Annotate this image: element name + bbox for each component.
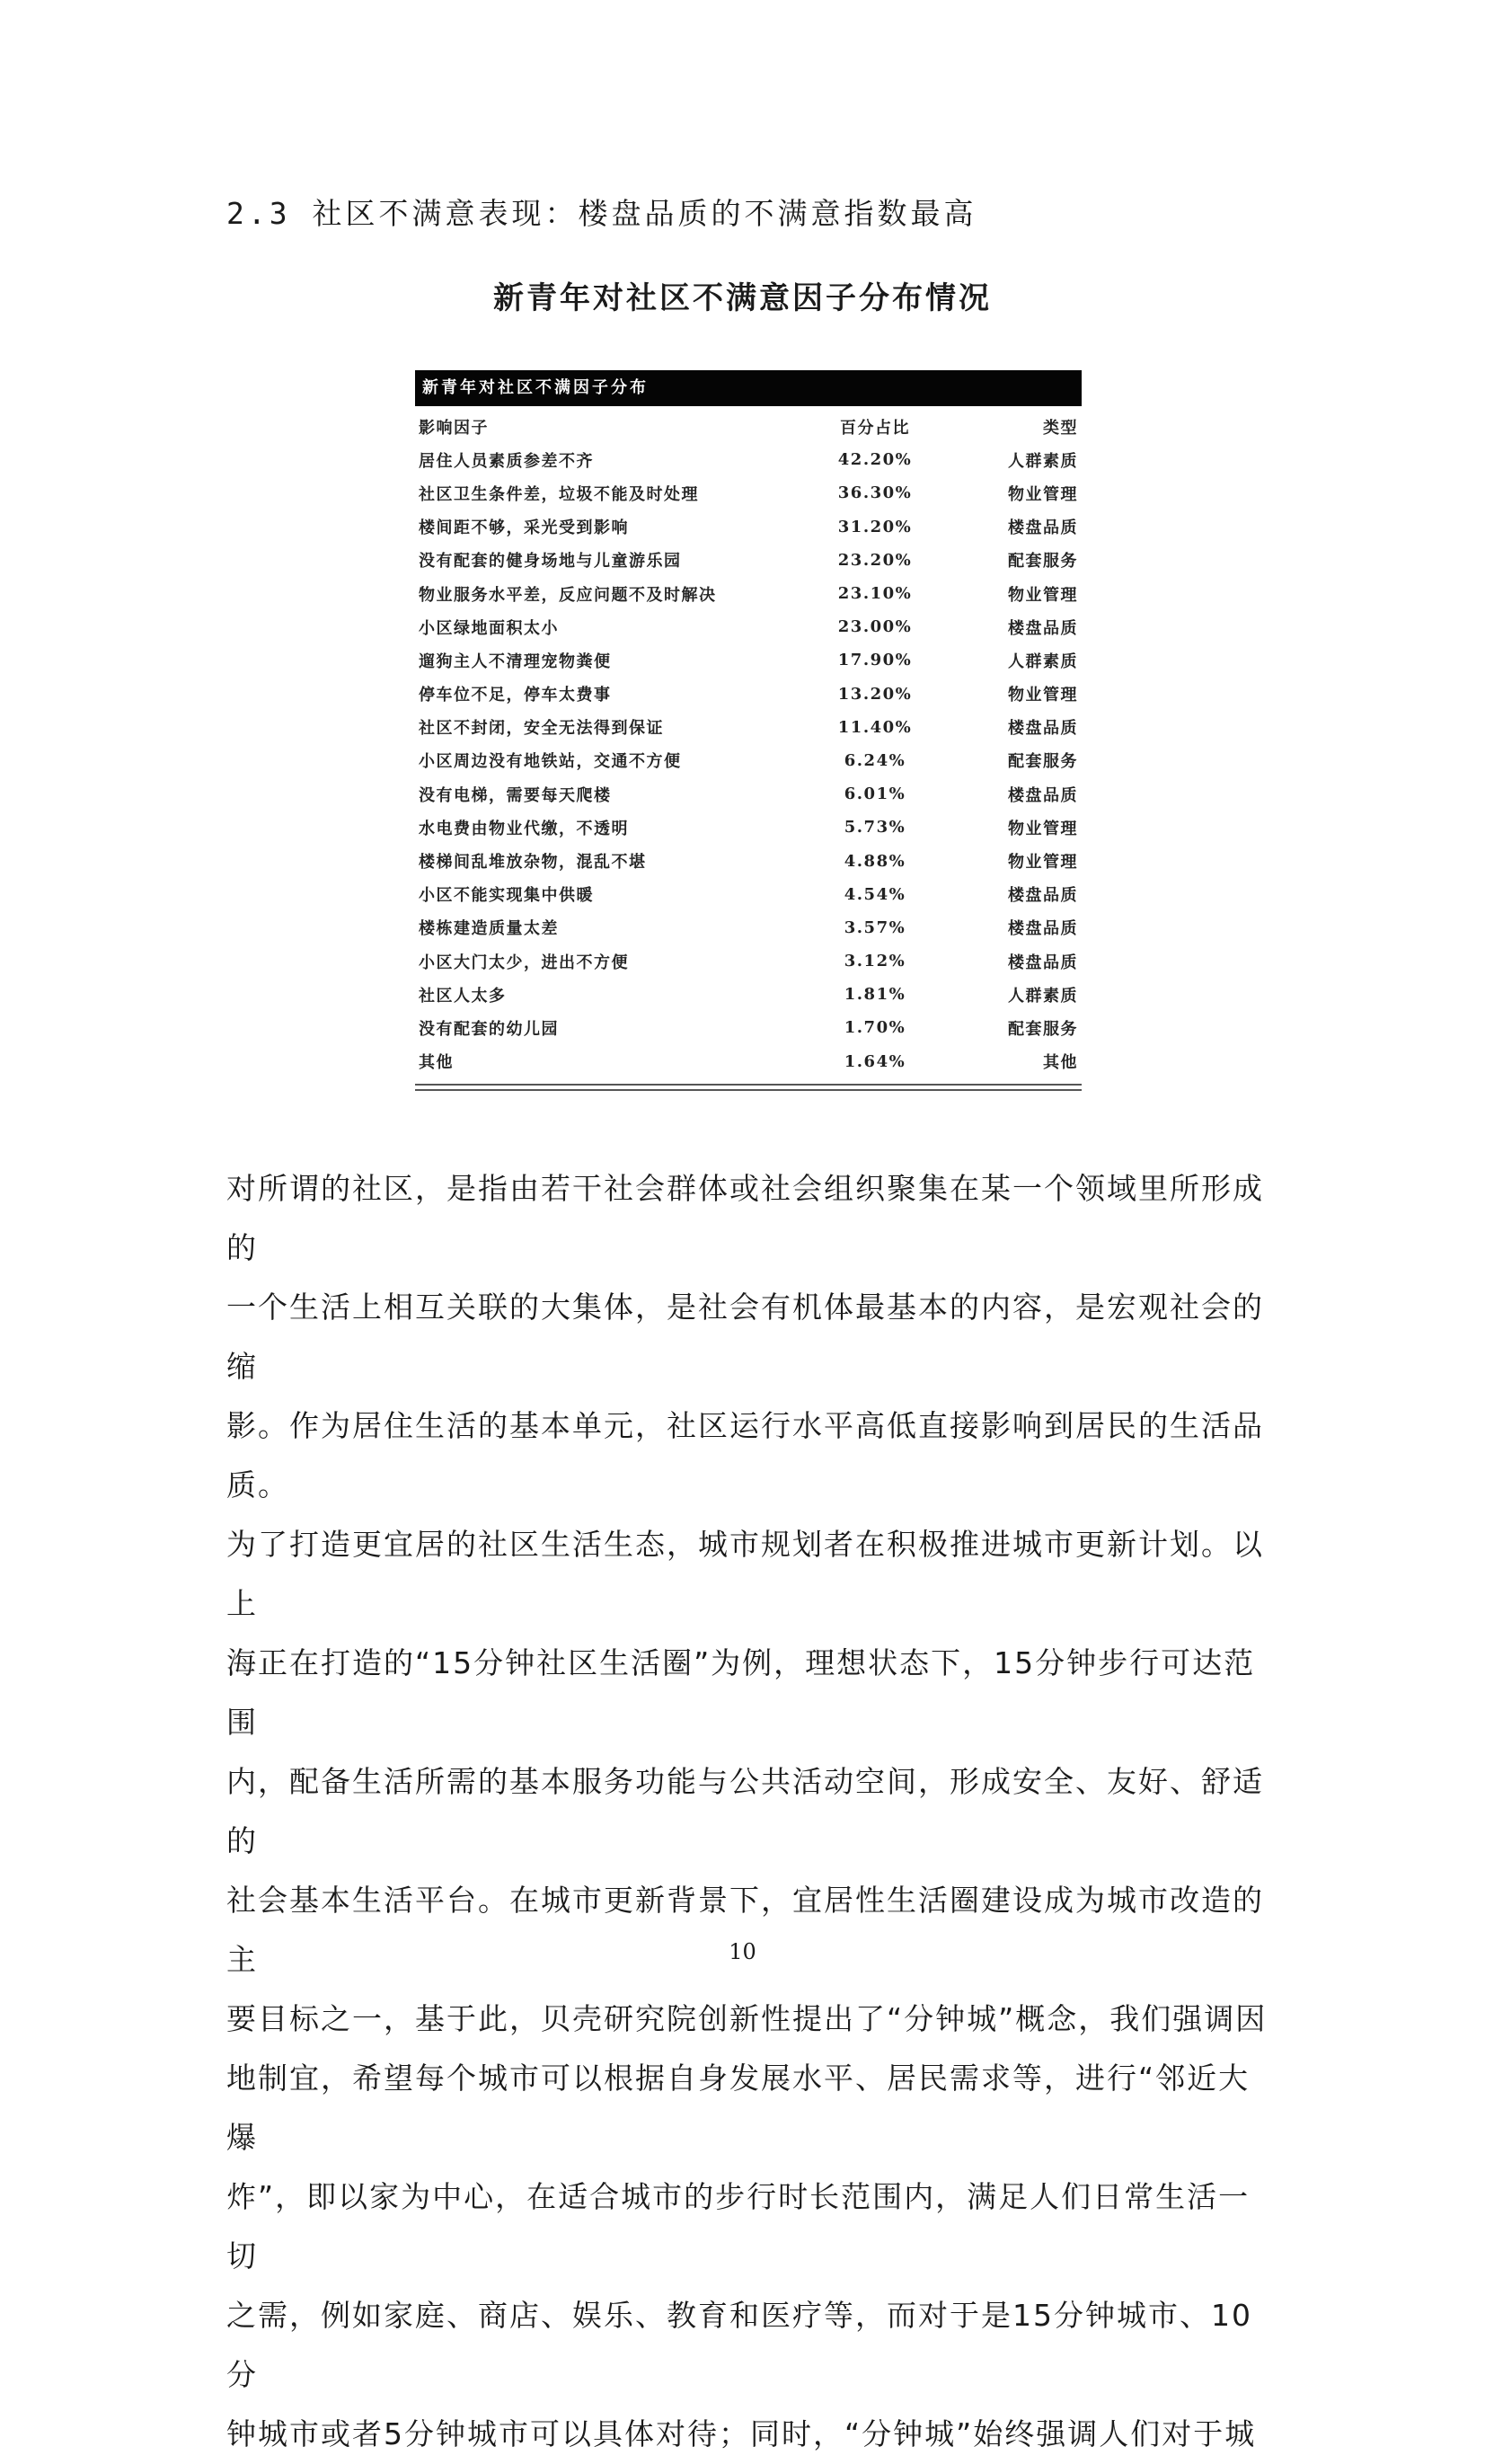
cell-factor: 物业服务水平差，反应问题不及时解决 <box>419 585 717 605</box>
table-header-row <box>415 410 1082 443</box>
cell-percent: 1.64% <box>844 1051 906 1071</box>
cell-percent: 31.20% <box>837 517 913 536</box>
table-row <box>415 1011 1082 1044</box>
cell-type: 楼盘品质 <box>1008 785 1078 805</box>
cell-factor: 没有配套的幼儿园 <box>419 1019 559 1039</box>
body-text <box>226 1159 1268 2464</box>
table-row <box>415 744 1082 777</box>
cell-factor: 小区绿地面积太小 <box>419 618 559 638</box>
table-bottom-rule <box>415 1084 1082 1086</box>
cell-factor: 楼间距不够，采光受到影响 <box>419 519 629 538</box>
cell-factor: 没有配套的健身场地与儿童游乐园 <box>419 552 682 572</box>
cell-percent: 23.10% <box>837 584 913 604</box>
table-bottom-rule-double <box>415 1089 1082 1091</box>
body-line: 要目标之一，基于此，贝壳研究院创新性提出了“分钟城”概念，我们强调因 <box>226 2001 1268 2036</box>
header-factor: 影响因子 <box>419 418 489 438</box>
cell-type: 人群素质 <box>1008 986 1078 1006</box>
body-line: 之需，例如家庭、商店、娱乐、教育和医疗等，而对于是15分钟城市、10分 <box>226 2298 1252 2392</box>
cell-factor: 遛狗主人不清理宠物粪便 <box>419 651 612 671</box>
table-row <box>415 678 1082 711</box>
body-line: 地制宜，希望每个城市可以根据自身发展水平、居民需求等，进行“邻近大爆 <box>226 2061 1251 2155</box>
cell-factor: 楼栋建造质量太差 <box>419 919 559 939</box>
cell-type: 楼盘品质 <box>1008 719 1078 739</box>
table-row <box>415 911 1082 944</box>
cell-percent: 3.12% <box>844 952 906 971</box>
cell-type: 配套服务 <box>1008 552 1078 572</box>
body-line: 影。作为居住生活的基本单元，社区运行水平高低直接影响到居民的生活品 <box>226 1408 1264 1443</box>
cell-factor: 社区卫生条件差，垃圾不能及时处理 <box>419 484 699 504</box>
body-line: 为了打造更宜居的社区生活生态，城市规划者在积极推进城市更新计划。以上 <box>226 1527 1264 1621</box>
body-line: 社会基本生活平台。在城市更新背景下，宜居性生活圈建设成为城市改造的主 <box>226 1883 1264 1977</box>
cell-type: 配套服务 <box>1008 752 1078 772</box>
cell-type: 物业管理 <box>1008 853 1078 873</box>
cell-type: 楼盘品质 <box>1008 618 1078 638</box>
cell-factor: 小区大门太少，进出不方便 <box>419 953 629 972</box>
cell-percent: 36.30% <box>837 483 913 503</box>
cell-percent: 6.01% <box>844 784 906 804</box>
cell-percent: 5.73% <box>844 818 906 838</box>
table-row <box>415 577 1082 610</box>
cell-factor: 其他 <box>419 1053 454 1073</box>
cell-type: 人群素质 <box>1008 651 1078 671</box>
cell-percent: 11.40% <box>837 717 913 737</box>
cell-type: 楼盘品质 <box>1008 953 1078 972</box>
cell-percent: 1.81% <box>844 985 906 1005</box>
table-row <box>415 811 1082 844</box>
table-row <box>415 878 1082 911</box>
cell-percent: 23.20% <box>837 550 913 570</box>
table-row <box>415 944 1082 978</box>
cell-type: 楼盘品质 <box>1008 919 1078 939</box>
cell-factor: 小区周边没有地铁站，交通不方便 <box>419 752 682 772</box>
cell-factor: 水电费由物业代缴，不透明 <box>419 819 629 838</box>
cell-percent: 3.57% <box>844 917 906 937</box>
table-row <box>415 777 1082 811</box>
cell-percent: 4.88% <box>844 851 906 871</box>
cell-type: 物业管理 <box>1008 484 1078 504</box>
table-body <box>415 443 1082 1078</box>
cell-factor: 居住人员素质参差不齐 <box>419 451 594 471</box>
table-row <box>415 711 1082 744</box>
table-row <box>415 443 1082 476</box>
header-percent: 百分占比 <box>840 418 910 438</box>
cell-type: 人群素质 <box>1008 451 1078 471</box>
table-row <box>415 844 1082 877</box>
figure-title: 新青年对社区不满意因子分布情况 <box>493 280 992 316</box>
cell-type: 楼盘品质 <box>1008 886 1078 906</box>
cell-percent: 42.20% <box>837 450 913 470</box>
cell-factor: 停车位不足，停车太费事 <box>419 686 612 705</box>
body-line: 钟城市或者5分钟城市可以具体对待；同时，“分钟城”始终强调人们对于城 <box>226 2416 1257 2451</box>
factor-table-figure <box>415 370 1082 1091</box>
body-line: 质。 <box>226 1467 289 1502</box>
body-line: 炸”，即以家为中心，在适合城市的步行时长范围内，满足人们日常生活一切 <box>226 2179 1251 2273</box>
section-heading: 2.3 社区不满意表现：楼盘品质的不满意指数最高 <box>226 196 977 231</box>
cell-factor: 小区不能实现集中供暖 <box>419 886 594 906</box>
cell-type: 物业管理 <box>1008 585 1078 605</box>
cell-factor: 没有电梯，需要每天爬楼 <box>419 785 612 805</box>
body-line: 内，配备生活所需的基本服务功能与公共活动空间，形成安全、友好、舒适的 <box>226 1764 1264 1858</box>
page-number: 10 <box>729 1939 756 1964</box>
cell-percent: 6.24% <box>844 750 906 770</box>
table-row <box>415 610 1082 643</box>
cell-percent: 1.70% <box>844 1018 906 1038</box>
cell-factor: 社区人太多 <box>419 986 507 1006</box>
body-line: 海正在打造的“15分钟社区生活圈”为例，理想状态下，15分钟步行可达范围 <box>226 1645 1256 1740</box>
cell-percent: 23.00% <box>837 617 913 637</box>
cell-percent: 17.90% <box>837 651 913 670</box>
table-row <box>415 544 1082 577</box>
cell-factor: 社区不封闭，安全无法得到保证 <box>419 719 664 739</box>
cell-type: 物业管理 <box>1008 686 1078 705</box>
header-type: 类型 <box>1043 418 1078 438</box>
cell-type: 物业管理 <box>1008 819 1078 838</box>
body-line: 一个生活上相互关联的大集体，是社会有机体最基本的内容，是宏观社会的缩 <box>226 1290 1264 1384</box>
cell-type: 其他 <box>1043 1053 1078 1073</box>
table-row <box>415 1045 1082 1078</box>
cell-factor: 楼梯间乱堆放杂物，混乱不堪 <box>419 853 647 873</box>
body-line: 对所谓的社区，是指由若干社会群体或社会组织聚集在某一个领域里所形成的 <box>226 1171 1264 1265</box>
table-row <box>415 978 1082 1011</box>
cell-percent: 4.54% <box>844 884 906 904</box>
cell-type: 楼盘品质 <box>1008 519 1078 538</box>
cell-percent: 13.20% <box>837 684 913 704</box>
table-banner: 新青年对社区不满因子分布 <box>415 370 1082 406</box>
table-row <box>415 476 1082 510</box>
table-row <box>415 510 1082 544</box>
cell-type: 配套服务 <box>1008 1019 1078 1039</box>
factor-table <box>415 410 1082 1078</box>
table-row <box>415 643 1082 677</box>
